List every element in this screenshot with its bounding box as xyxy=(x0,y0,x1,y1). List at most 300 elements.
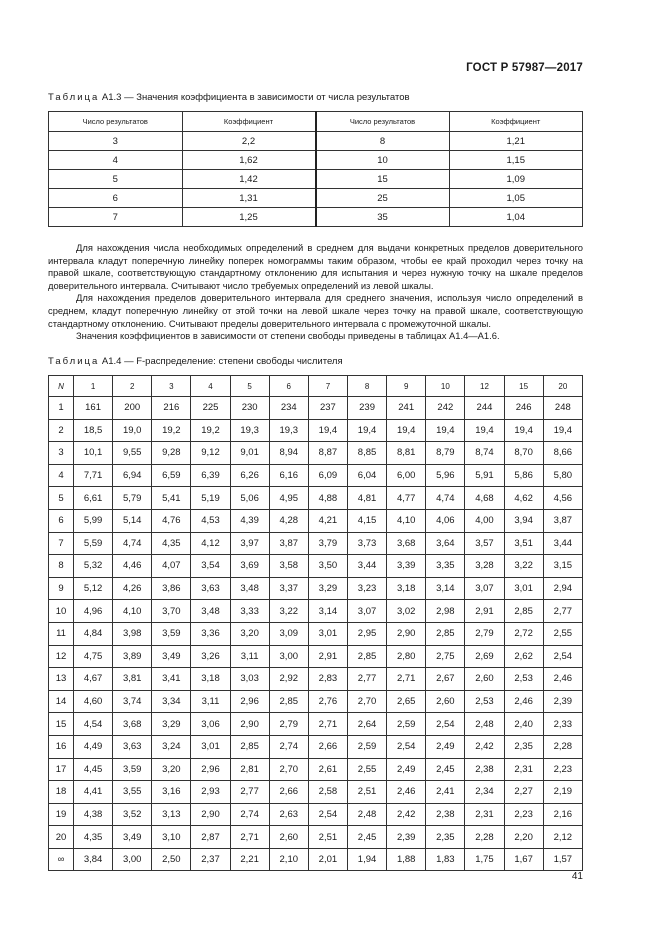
table-cell: 4,10 xyxy=(387,509,426,532)
table-cell: 6,00 xyxy=(387,464,426,487)
table-cell: 6,94 xyxy=(113,464,152,487)
table-cell: 2,93 xyxy=(191,781,230,804)
table-cell: 3,22 xyxy=(504,555,543,578)
table-cell: 2,96 xyxy=(230,690,269,713)
body-text xyxy=(48,242,583,343)
table-cell: 4,68 xyxy=(465,487,504,510)
table-row xyxy=(49,555,583,578)
table-cell: 9,01 xyxy=(230,442,269,465)
table-cell: 2,33 xyxy=(543,713,582,736)
table-cell: 4,96 xyxy=(74,600,113,623)
table-cell: 4,06 xyxy=(426,509,465,532)
table-cell: 5,59 xyxy=(74,532,113,555)
paragraph: Для нахождения числа необходимых определений в среднем для выдачи конкретных пределов доверительного интервала кладут поперечную линейку поперек номограммы таким образом, чтобы ее край проходил через точку на правой шкале, соответствующую стандартному отклонению для испытания и через нужную точку на шкале пределов доверительного интервала. Считывают число требуемых определений из левой шкалы. xyxy=(48,242,583,291)
table-row xyxy=(49,442,583,465)
table-cell: 2,20 xyxy=(504,826,543,849)
table-row xyxy=(49,713,583,736)
table-cell: 10 xyxy=(316,151,450,170)
table-cell: 1,83 xyxy=(426,848,465,871)
table-cell: 9,55 xyxy=(113,442,152,465)
table-cell: 1,57 xyxy=(543,848,582,871)
table-cell: 2,80 xyxy=(387,645,426,668)
table-cell: 2,77 xyxy=(543,600,582,623)
table-cell: 4,39 xyxy=(230,509,269,532)
table-cell: 2,54 xyxy=(543,645,582,668)
table-row xyxy=(49,464,583,487)
table-cell: 4,12 xyxy=(191,532,230,555)
table-cell: 1,05 xyxy=(449,189,583,208)
header-cell: 15 xyxy=(504,376,543,397)
table-cell: 4,81 xyxy=(347,487,386,510)
table-row xyxy=(49,848,583,871)
table-cell: 3,49 xyxy=(152,645,191,668)
table-cell: 3,02 xyxy=(387,600,426,623)
table-cell: 2,69 xyxy=(465,645,504,668)
table-row xyxy=(49,189,583,208)
table-cell: 2,87 xyxy=(191,826,230,849)
table-cell: 3,22 xyxy=(269,600,308,623)
row-label-cell: 9 xyxy=(49,577,74,600)
table-cell: 2,35 xyxy=(426,826,465,849)
table-cell: 5,79 xyxy=(113,487,152,510)
table-cell: 8,79 xyxy=(426,442,465,465)
table-cell: 35 xyxy=(316,208,450,227)
table-cell: 3,10 xyxy=(152,826,191,849)
table-cell: 2,72 xyxy=(504,622,543,645)
table-cell: 2,98 xyxy=(426,600,465,623)
table-cell: 2,66 xyxy=(269,781,308,804)
table-row xyxy=(49,645,583,668)
table-cell: 19,4 xyxy=(347,419,386,442)
table-cell: 2,16 xyxy=(543,803,582,826)
caption-prefix: Таблица xyxy=(48,92,100,103)
table-row xyxy=(49,532,583,555)
table-cell: 3,00 xyxy=(113,848,152,871)
table-cell: 2,60 xyxy=(426,690,465,713)
table-cell: 19,4 xyxy=(465,419,504,442)
table-cell: 2,53 xyxy=(465,690,504,713)
table-cell: 4,84 xyxy=(74,622,113,645)
table-row xyxy=(49,132,583,151)
table-cell: 2,77 xyxy=(230,781,269,804)
table-a13 xyxy=(48,111,583,227)
table-cell: 3,73 xyxy=(347,532,386,555)
table-cell: 3,36 xyxy=(191,622,230,645)
table-cell: 2,66 xyxy=(308,735,347,758)
table-cell: 3,34 xyxy=(152,690,191,713)
table-cell: 2,59 xyxy=(387,713,426,736)
table-cell: 5,14 xyxy=(113,509,152,532)
table-cell: 2,48 xyxy=(465,713,504,736)
table-cell: 19,2 xyxy=(191,419,230,442)
table-cell: 4 xyxy=(49,151,183,170)
table-cell: 3,11 xyxy=(230,645,269,668)
table-cell: 19,0 xyxy=(113,419,152,442)
table-cell: 200 xyxy=(113,397,152,420)
table-cell: 2,10 xyxy=(269,848,308,871)
table-cell: 2,60 xyxy=(269,826,308,849)
header-cell: Коэффициент xyxy=(449,112,583,132)
table-cell: 4,53 xyxy=(191,509,230,532)
table-cell: 2,63 xyxy=(269,803,308,826)
table-cell: 2,51 xyxy=(347,781,386,804)
table-a14 xyxy=(48,375,583,871)
table-cell: 2,48 xyxy=(347,803,386,826)
table-cell: 5,41 xyxy=(152,487,191,510)
table-cell: 2,92 xyxy=(269,668,308,691)
header-cell: Число результатов xyxy=(316,112,450,132)
table-cell: 3,18 xyxy=(387,577,426,600)
table-cell: 4,00 xyxy=(465,509,504,532)
row-label-cell: 19 xyxy=(49,803,74,826)
header-cell: Коэффициент xyxy=(182,112,316,132)
table-cell: 6,39 xyxy=(191,464,230,487)
table-cell: 2,59 xyxy=(347,735,386,758)
table-cell: 4,35 xyxy=(74,826,113,849)
table-cell: 1,21 xyxy=(449,132,583,151)
table-cell: 2,85 xyxy=(504,600,543,623)
table-cell: 3,69 xyxy=(230,555,269,578)
table-cell: 2,71 xyxy=(308,713,347,736)
table-cell: 2,38 xyxy=(426,803,465,826)
table-cell: 2,75 xyxy=(426,645,465,668)
caption-prefix: Таблица xyxy=(48,356,100,367)
table-cell: 3,16 xyxy=(152,781,191,804)
table-cell: 2,58 xyxy=(308,781,347,804)
table-cell: 2,31 xyxy=(465,803,504,826)
row-label-cell: 3 xyxy=(49,442,74,465)
table-cell: 8,74 xyxy=(465,442,504,465)
table-row xyxy=(49,758,583,781)
table-cell: 3,01 xyxy=(191,735,230,758)
header-cell: 12 xyxy=(465,376,504,397)
row-label-cell: 12 xyxy=(49,645,74,668)
table-row xyxy=(49,577,583,600)
table-cell: 3,28 xyxy=(465,555,504,578)
table-row xyxy=(49,487,583,510)
table-cell: 2,50 xyxy=(152,848,191,871)
table-cell: 3,87 xyxy=(269,532,308,555)
table-cell: 3,52 xyxy=(113,803,152,826)
page-number: 41 xyxy=(571,871,583,882)
table-cell: 2,61 xyxy=(308,758,347,781)
table-cell: 4,88 xyxy=(308,487,347,510)
table-cell: 3,68 xyxy=(113,713,152,736)
caption-text: А1.4 — F-распределение: степени свободы числителя xyxy=(101,356,343,367)
table-cell: 4,60 xyxy=(74,690,113,713)
table-cell: 246 xyxy=(504,397,543,420)
table-cell: 1,04 xyxy=(449,208,583,227)
table-cell: 3,59 xyxy=(152,622,191,645)
table-cell: 216 xyxy=(152,397,191,420)
table-cell: 5,91 xyxy=(465,464,504,487)
table-cell: 2,01 xyxy=(308,848,347,871)
table-cell: 3,51 xyxy=(504,532,543,555)
table-cell: 225 xyxy=(191,397,230,420)
table-cell: 10,1 xyxy=(74,442,113,465)
table-cell: 3,37 xyxy=(269,577,308,600)
table-header-row xyxy=(49,376,583,397)
table-cell: 2,90 xyxy=(191,803,230,826)
table-cell: 3,14 xyxy=(426,577,465,600)
table-cell: 2,85 xyxy=(426,622,465,645)
table-row xyxy=(49,170,583,189)
table-cell: 19,3 xyxy=(230,419,269,442)
header-cell: 20 xyxy=(543,376,582,397)
row-label-cell: 14 xyxy=(49,690,74,713)
table-cell: 7,71 xyxy=(74,464,113,487)
table-row xyxy=(49,151,583,170)
table-cell: 3,68 xyxy=(387,532,426,555)
table-cell: 2,70 xyxy=(347,690,386,713)
table-cell: 234 xyxy=(269,397,308,420)
table-cell: 2,85 xyxy=(230,735,269,758)
table-cell: 2,81 xyxy=(230,758,269,781)
table-cell: 1,62 xyxy=(182,151,316,170)
header-cell: 9 xyxy=(387,376,426,397)
table-cell: 2,70 xyxy=(269,758,308,781)
table-cell: 2,71 xyxy=(387,668,426,691)
table-cell: 230 xyxy=(230,397,269,420)
table-cell: 3,63 xyxy=(191,577,230,600)
table-cell: 19,4 xyxy=(504,419,543,442)
table-cell: 3,18 xyxy=(191,668,230,691)
table-cell: 2,77 xyxy=(347,668,386,691)
table-cell: 3,89 xyxy=(113,645,152,668)
header-cell: 10 xyxy=(426,376,465,397)
table-cell: 8,85 xyxy=(347,442,386,465)
header-cell: 8 xyxy=(347,376,386,397)
table-cell: 3,44 xyxy=(347,555,386,578)
header-cell: 7 xyxy=(308,376,347,397)
table-cell: 4,56 xyxy=(543,487,582,510)
table-cell: 2,96 xyxy=(191,758,230,781)
table-cell: 4,41 xyxy=(74,781,113,804)
row-label-cell: ∞ xyxy=(49,848,74,871)
table-cell: 2,54 xyxy=(387,735,426,758)
table-cell: 4,28 xyxy=(269,509,308,532)
table-cell: 2,34 xyxy=(465,781,504,804)
table-cell: 5,19 xyxy=(191,487,230,510)
table-cell: 2,2 xyxy=(182,132,316,151)
table-cell: 2,90 xyxy=(230,713,269,736)
table-cell: 2,49 xyxy=(426,735,465,758)
table-cell: 2,37 xyxy=(191,848,230,871)
table-cell: 3,29 xyxy=(308,577,347,600)
table-cell: 2,46 xyxy=(504,690,543,713)
table-cell: 4,95 xyxy=(269,487,308,510)
table-cell: 2,85 xyxy=(347,645,386,668)
row-label-cell: 5 xyxy=(49,487,74,510)
table-cell: 3,01 xyxy=(504,577,543,600)
table-cell: 2,27 xyxy=(504,781,543,804)
table-cell: 2,67 xyxy=(426,668,465,691)
header-cell: 2 xyxy=(113,376,152,397)
table-cell: 6,61 xyxy=(74,487,113,510)
table-cell: 4,74 xyxy=(426,487,465,510)
table-cell: 3,86 xyxy=(152,577,191,600)
table-cell: 3,94 xyxy=(504,509,543,532)
table-row xyxy=(49,622,583,645)
table-cell: 8,81 xyxy=(387,442,426,465)
table-cell: 3,84 xyxy=(74,848,113,871)
table-cell: 5,86 xyxy=(504,464,543,487)
table-cell: 2,74 xyxy=(230,803,269,826)
row-label-cell: 11 xyxy=(49,622,74,645)
table-cell: 3,48 xyxy=(230,577,269,600)
table-cell: 7 xyxy=(49,208,183,227)
table-cell: 19,2 xyxy=(152,419,191,442)
table-cell: 5 xyxy=(49,170,183,189)
table-row xyxy=(49,690,583,713)
table-cell: 2,62 xyxy=(504,645,543,668)
table-cell: 2,54 xyxy=(308,803,347,826)
row-label-cell: 8 xyxy=(49,555,74,578)
row-label-cell: 20 xyxy=(49,826,74,849)
table-row xyxy=(49,419,583,442)
table-cell: 5,06 xyxy=(230,487,269,510)
row-label-cell: 1 xyxy=(49,397,74,420)
table-cell: 2,83 xyxy=(308,668,347,691)
table-cell: 2,79 xyxy=(269,713,308,736)
table-cell: 2,60 xyxy=(465,668,504,691)
header-cell: 6 xyxy=(269,376,308,397)
table-cell: 3,74 xyxy=(113,690,152,713)
row-label-cell: 16 xyxy=(49,735,74,758)
table-cell: 2,31 xyxy=(504,758,543,781)
table-cell: 3,23 xyxy=(347,577,386,600)
table-cell: 2,95 xyxy=(347,622,386,645)
table-cell: 3,13 xyxy=(152,803,191,826)
table-cell: 1,25 xyxy=(182,208,316,227)
table-cell: 2,12 xyxy=(543,826,582,849)
table-cell: 242 xyxy=(426,397,465,420)
row-label-cell: 6 xyxy=(49,509,74,532)
table-cell: 3,06 xyxy=(191,713,230,736)
table-cell: 2,19 xyxy=(543,781,582,804)
table-cell: 3,24 xyxy=(152,735,191,758)
table-cell: 2,46 xyxy=(543,668,582,691)
table-cell: 2,55 xyxy=(347,758,386,781)
table-cell: 6,26 xyxy=(230,464,269,487)
table-cell: 5,32 xyxy=(74,555,113,578)
table-cell: 3,15 xyxy=(543,555,582,578)
table-cell: 2,40 xyxy=(504,713,543,736)
table-cell: 4,26 xyxy=(113,577,152,600)
table-cell: 6,09 xyxy=(308,464,347,487)
table-cell: 6,16 xyxy=(269,464,308,487)
table-row xyxy=(49,509,583,532)
table-cell: 4,15 xyxy=(347,509,386,532)
header-cell: Число результатов xyxy=(49,112,183,132)
table-cell: 4,10 xyxy=(113,600,152,623)
table-cell: 2,94 xyxy=(543,577,582,600)
table-cell: 19,4 xyxy=(543,419,582,442)
table-cell: 2,39 xyxy=(543,690,582,713)
standard-designation: ГОСТ Р 57987—2017 xyxy=(466,62,583,74)
table-cell: 8,66 xyxy=(543,442,582,465)
table-a14-caption xyxy=(48,356,343,367)
caption-text: А1.3 — Значения коэффициента в зависимости от числа результатов xyxy=(101,92,410,103)
table-cell: 19,4 xyxy=(308,419,347,442)
table-cell: 4,76 xyxy=(152,509,191,532)
table-cell: 19,3 xyxy=(269,419,308,442)
table-cell: 3,07 xyxy=(465,577,504,600)
table-cell: 4,49 xyxy=(74,735,113,758)
table-cell: 3,39 xyxy=(387,555,426,578)
table-cell: 3,49 xyxy=(113,826,152,849)
table-cell: 2,38 xyxy=(465,758,504,781)
row-label-cell: 13 xyxy=(49,668,74,691)
table-row xyxy=(49,600,583,623)
row-label-cell: 10 xyxy=(49,600,74,623)
table-cell: 2,55 xyxy=(543,622,582,645)
header-cell: 3 xyxy=(152,376,191,397)
table-a13-caption xyxy=(48,92,410,103)
table-cell: 6,04 xyxy=(347,464,386,487)
table-cell: 2,54 xyxy=(426,713,465,736)
table-cell: 2,91 xyxy=(465,600,504,623)
table-cell: 8,70 xyxy=(504,442,543,465)
table-cell: 3,11 xyxy=(191,690,230,713)
table-cell: 2,23 xyxy=(504,803,543,826)
table-cell: 2,28 xyxy=(543,735,582,758)
table-cell: 5,99 xyxy=(74,509,113,532)
table-cell: 3,58 xyxy=(269,555,308,578)
header-cell: 1 xyxy=(74,376,113,397)
table-cell: 4,77 xyxy=(387,487,426,510)
header-cell: 4 xyxy=(191,376,230,397)
table-cell: 239 xyxy=(347,397,386,420)
table-cell: 3,26 xyxy=(191,645,230,668)
table-row xyxy=(49,668,583,691)
table-cell: 3,41 xyxy=(152,668,191,691)
table-cell: 4,74 xyxy=(113,532,152,555)
table-row xyxy=(49,803,583,826)
table-cell: 4,21 xyxy=(308,509,347,532)
table-cell: 3,33 xyxy=(230,600,269,623)
table-cell: 3,03 xyxy=(230,668,269,691)
table-cell: 3,50 xyxy=(308,555,347,578)
table-cell: 2,46 xyxy=(387,781,426,804)
table-cell: 2,28 xyxy=(465,826,504,849)
table-cell: 8 xyxy=(316,132,450,151)
table-cell: 3,87 xyxy=(543,509,582,532)
table-cell: 3,00 xyxy=(269,645,308,668)
table-cell: 2,45 xyxy=(347,826,386,849)
table-cell: 3,57 xyxy=(465,532,504,555)
paragraph: Значения коэффициентов в зависимости от степени свободы приведены в таблицах А1.4—А1.6. xyxy=(76,330,500,342)
table-cell: 4,35 xyxy=(152,532,191,555)
table-cell: 2,76 xyxy=(308,690,347,713)
table-cell: 3,79 xyxy=(308,532,347,555)
table-cell: 1,67 xyxy=(504,848,543,871)
table-row xyxy=(49,208,583,227)
table-cell: 237 xyxy=(308,397,347,420)
table-cell: 2,23 xyxy=(543,758,582,781)
table-cell: 2,53 xyxy=(504,668,543,691)
table-cell: 3,64 xyxy=(426,532,465,555)
table-cell: 3,55 xyxy=(113,781,152,804)
table-cell: 3,70 xyxy=(152,600,191,623)
table-cell: 2,35 xyxy=(504,735,543,758)
table-cell: 2,42 xyxy=(387,803,426,826)
table-cell: 3,14 xyxy=(308,600,347,623)
table-cell: 2,21 xyxy=(230,848,269,871)
table-cell: 3,48 xyxy=(191,600,230,623)
table-cell: 3,07 xyxy=(347,600,386,623)
table-cell: 2,45 xyxy=(426,758,465,781)
